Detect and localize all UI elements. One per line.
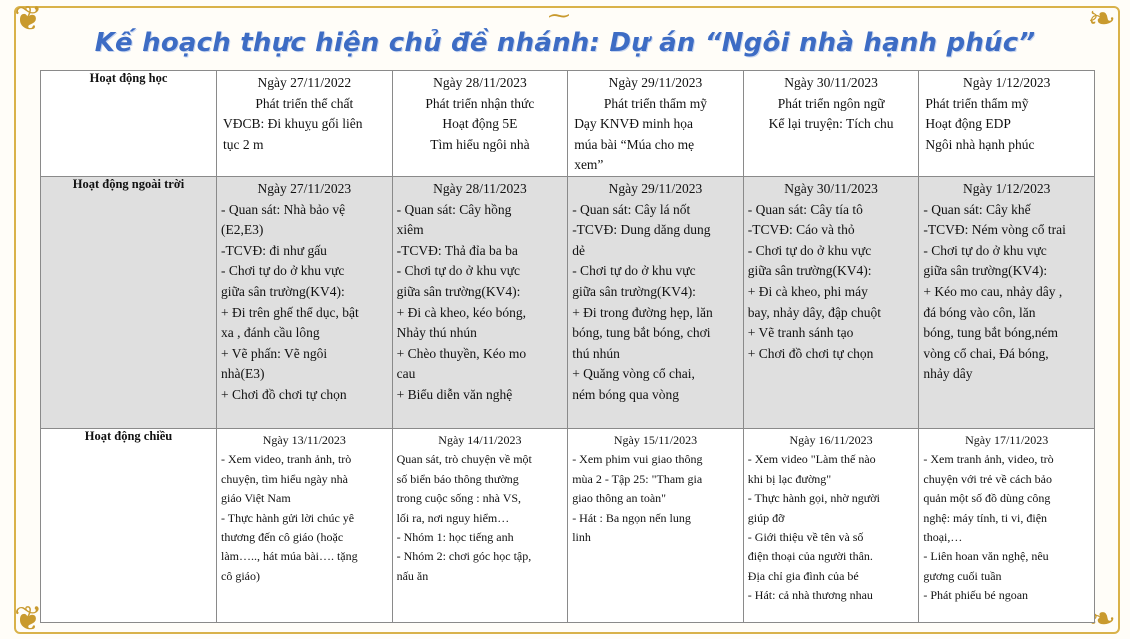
activity-line: Dạy KNVĐ minh họa bbox=[574, 116, 694, 132]
row-header: Hoạt động học bbox=[41, 71, 217, 177]
activity-line: - Quan sát: Cây lá nốt bbox=[572, 201, 691, 217]
activity-line: -TCVĐ: Ném vòng cổ trai bbox=[923, 222, 1066, 238]
activity-line: cô giáo) bbox=[221, 568, 260, 583]
activity-line: - Phát phiếu bé ngoan bbox=[923, 588, 1029, 603]
activity-line: xem” bbox=[574, 157, 604, 173]
day-date: Ngày 15/11/2023 bbox=[613, 432, 698, 447]
activity-line: -TCVĐ: đi như gấu bbox=[221, 242, 327, 258]
activity-line: - Liên hoan văn nghệ, nêu bbox=[923, 549, 1049, 564]
day-date: Ngày 30/11/2023 bbox=[784, 180, 878, 196]
activity-line: - Chơi tự do ở khu vực bbox=[923, 242, 1047, 258]
activity-line: bóng, tung bắt bóng,ném bbox=[923, 325, 1058, 341]
activity-line: Hoạt động 5E bbox=[442, 116, 518, 132]
activity-line: - Xem video, tranh ảnh, trò bbox=[221, 452, 352, 467]
day-cell bbox=[743, 176, 919, 428]
activity-line: trong cuộc sống : nhà VS, bbox=[396, 491, 522, 506]
table-row bbox=[41, 428, 1095, 622]
activity-line: giáo Việt Nam bbox=[221, 491, 291, 506]
activity-line: + Chèo thuyền, Kéo mo bbox=[396, 345, 527, 361]
activity-line: VĐCB: Đi khuỵu gối liên bbox=[223, 116, 363, 132]
day-cell bbox=[568, 176, 744, 428]
activity-line: giao thông an toàn" bbox=[572, 491, 667, 506]
day-date: Ngày 29/11/2023 bbox=[608, 75, 703, 90]
activity-line: điện thoại của người thân. bbox=[747, 549, 873, 564]
activity-line: thoại,… bbox=[923, 530, 963, 544]
activity-line: + Đi trên ghế thể dục, bật bbox=[221, 304, 359, 320]
activity-line: linh bbox=[572, 530, 591, 544]
activity-line: - Nhóm 2: chơi góc học tập, bbox=[396, 549, 532, 564]
activity-line: - Thực hành gửi lời chúc yê bbox=[221, 510, 355, 525]
activity-line: - Nhóm 1: học tiếng anh bbox=[396, 530, 514, 544]
activity-line: làm….., hát múa bài…. tặng bbox=[221, 549, 358, 564]
activity-line: + Quăng vòng cổ chai, bbox=[572, 366, 695, 382]
activity-line: + Đi trong đường hẹp, lăn bbox=[572, 304, 713, 320]
activity-line: - Quan sát: Cây khế bbox=[923, 201, 1031, 217]
day-cell bbox=[392, 176, 568, 428]
day-cell bbox=[217, 428, 393, 622]
activity-line: - Giới thiệu về tên và số bbox=[747, 530, 864, 544]
day-date: Ngày 1/12/2023 bbox=[962, 180, 1051, 196]
activity-line: + Chơi đồ chơi tự chọn bbox=[747, 345, 874, 361]
activity-line: khi bị lạc đường" bbox=[747, 471, 832, 486]
day-date: Ngày 28/11/2023 bbox=[433, 75, 527, 90]
activity-line: - Hát: cả nhà thương nhau bbox=[747, 588, 873, 603]
activity-line: -TCVĐ: Thả đỉa ba ba bbox=[396, 242, 518, 258]
activity-line: nấu ăn bbox=[396, 568, 429, 583]
activity-line: - Quan sát: Cây tía tô bbox=[747, 201, 863, 217]
activity-line: Phát triển ngôn ngữ bbox=[777, 95, 885, 111]
activity-line: nghệ: máy tính, ti vi, điện bbox=[923, 510, 1048, 525]
activity-line: - Chơi tự do ở khu vực bbox=[572, 263, 696, 279]
day-cell bbox=[217, 71, 393, 177]
activity-line: dẻ bbox=[572, 242, 585, 258]
activity-line: - Hát : Ba ngọn nến lung bbox=[572, 510, 691, 525]
activity-line: + Vẽ phấn: Vẽ ngôi bbox=[221, 345, 328, 361]
activity-line: Phát triển thể chất bbox=[255, 95, 354, 111]
day-cell bbox=[743, 428, 919, 622]
activity-line: (E2,E3) bbox=[221, 222, 264, 238]
scroll-ornament-icon: ❦ bbox=[14, 599, 43, 639]
activity-line: - Xem phim vui giao thông bbox=[572, 452, 703, 467]
activity-line: giữa sân trường(KV4): bbox=[221, 283, 345, 299]
day-date: Ngày 17/11/2023 bbox=[965, 432, 1049, 447]
activity-line: bóng, tung bắt bóng, chơi bbox=[572, 325, 711, 341]
activity-line: Phát triển nhận thức bbox=[425, 95, 535, 111]
row-header: Hoạt động chiều bbox=[41, 428, 217, 622]
scroll-ornament-icon: ❧ bbox=[1087, 0, 1116, 39]
activity-line: cau bbox=[396, 366, 416, 382]
day-cell bbox=[217, 176, 393, 428]
activity-line: + Chơi đồ chơi tự chọn bbox=[221, 386, 347, 402]
activity-line: nhà(E3) bbox=[221, 366, 265, 382]
activity-line: giữa sân trường(KV4): bbox=[747, 263, 872, 279]
activity-line: giữa sân trường(KV4): bbox=[396, 283, 521, 299]
activity-line: giúp đỡ bbox=[747, 510, 785, 525]
day-date: Ngày 1/12/2023 bbox=[962, 75, 1051, 90]
activity-line: Kể lại truyện: Tích chu bbox=[768, 116, 894, 132]
activity-line: -TCVĐ: Cáo và thỏ bbox=[747, 222, 855, 238]
activity-line: ném bóng qua vòng bbox=[572, 386, 680, 402]
activity-line: - Xem tranh ảnh, video, trò bbox=[923, 452, 1054, 467]
activity-line: Phát triển thẩm mỹ bbox=[603, 95, 708, 111]
activity-line: Hoạt động EDP bbox=[925, 116, 1011, 132]
row-header: Hoạt động ngoài trời bbox=[41, 176, 217, 428]
activity-line: vòng cổ chai, Đá bóng, bbox=[923, 345, 1049, 361]
day-date: Ngày 13/11/2023 bbox=[262, 432, 346, 447]
activity-line: + Biểu diễn văn nghệ bbox=[396, 386, 513, 402]
activity-line: bay, nhảy dây, đập chuột bbox=[747, 304, 881, 320]
day-date: Ngày 16/11/2023 bbox=[789, 432, 873, 447]
page-title: Kế hoạch thực hiện chủ đề nhánh: Dự án “Ngôi nhà hạnh phúc” bbox=[94, 28, 1036, 58]
day-date: Ngày 30/11/2023 bbox=[784, 75, 878, 90]
activity-line: nhảy dây bbox=[923, 366, 973, 382]
day-date: Ngày 29/11/2023 bbox=[608, 180, 703, 196]
table-row bbox=[41, 71, 1095, 177]
scroll-ornament-icon: ❧ bbox=[1087, 599, 1116, 639]
flourish-icon: ⁓ bbox=[548, 4, 570, 29]
day-cell bbox=[392, 71, 568, 177]
activity-line: - Chơi tự do ở khu vực bbox=[747, 242, 872, 258]
day-date: Ngày 28/11/2023 bbox=[433, 180, 527, 196]
day-cell bbox=[919, 71, 1095, 177]
activity-line: Quan sát, trò chuyện về một bbox=[396, 452, 532, 467]
day-cell bbox=[743, 71, 919, 177]
activity-line: gương cuối tuần bbox=[923, 568, 1002, 583]
activity-line: - Thực hành gọi, nhờ người bbox=[747, 491, 880, 506]
day-cell bbox=[392, 428, 568, 622]
activity-line: + Kéo mo cau, nhảy dây , bbox=[923, 283, 1063, 299]
activity-line: giữa sân trường(KV4): bbox=[923, 263, 1048, 279]
activity-line: giữa sân trường(KV4): bbox=[572, 283, 696, 299]
activity-line: Ngôi nhà hạnh phúc bbox=[925, 136, 1035, 152]
activity-line: xiêm bbox=[396, 222, 424, 238]
activity-line: số biển báo thông thường bbox=[396, 471, 519, 486]
activity-line: mùa 2 - Tập 25: "Tham gia bbox=[572, 471, 703, 486]
activity-line: quản một số đồ dùng công bbox=[923, 491, 1051, 506]
activity-line: Tìm hiểu ngôi nhà bbox=[430, 136, 530, 152]
activity-line: tục 2 m bbox=[223, 136, 264, 152]
activity-line: thú nhún bbox=[572, 345, 620, 361]
day-cell bbox=[919, 176, 1095, 428]
activity-line: + Vẽ tranh sánh tạo bbox=[747, 325, 854, 341]
activity-line: thương đến cô giáo (hoặc bbox=[221, 530, 344, 544]
activity-line: - Quan sát: Nhà bảo vệ bbox=[221, 201, 346, 217]
activity-line: lối ra, nơi nguy hiểm… bbox=[396, 510, 510, 525]
activity-line: Nhảy thú nhún bbox=[396, 325, 477, 341]
activity-line: -TCVĐ: Dung dăng dung bbox=[572, 222, 711, 238]
activity-line: Địa chỉ gia đình của bé bbox=[747, 568, 859, 583]
day-date: Ngày 27/11/2022 bbox=[257, 75, 352, 90]
day-cell bbox=[919, 428, 1095, 622]
activity-line: - Chơi tự do ở khu vực bbox=[396, 263, 520, 279]
activity-line: đá bóng vào côn, lăn bbox=[923, 304, 1036, 320]
table-row bbox=[41, 176, 1095, 428]
flourish-icon: ⁓ bbox=[548, 606, 570, 631]
activity-line: - Xem video "Làm thế nào bbox=[747, 452, 876, 467]
plan-table bbox=[40, 70, 1095, 623]
day-date: Ngày 14/11/2023 bbox=[438, 432, 522, 447]
day-date: Ngày 27/11/2023 bbox=[257, 180, 352, 196]
day-cell bbox=[568, 71, 744, 177]
activity-line: - Chơi tự do ở khu vực bbox=[221, 263, 345, 279]
activity-line: Phát triển thẩm mỹ bbox=[925, 95, 1029, 111]
day-cell bbox=[568, 428, 744, 622]
activity-line: xa , đánh cầu lông bbox=[221, 325, 320, 341]
activity-line: chuyện với trẻ về cách bảo bbox=[923, 471, 1052, 486]
activity-line: chuyện, tìm hiểu ngày nhà bbox=[221, 471, 348, 486]
activity-line: múa bài “Múa cho mẹ bbox=[574, 136, 695, 152]
activity-line: + Đi cà kheo, phi máy bbox=[747, 283, 868, 299]
scroll-ornament-icon: ❦ bbox=[14, 0, 43, 39]
activity-line: - Quan sát: Cây hồng bbox=[396, 201, 512, 217]
activity-line: + Đi cà kheo, kéo bóng, bbox=[396, 304, 527, 320]
